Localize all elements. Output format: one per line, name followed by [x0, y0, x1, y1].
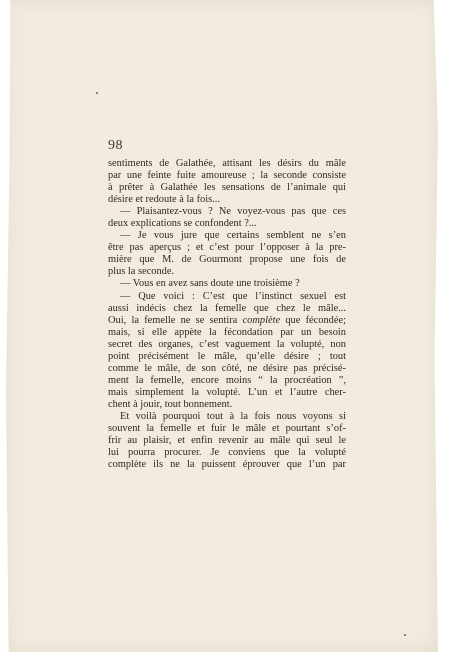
text-line: mais simplement la volupté. L’un et l’autre cher- — [108, 386, 346, 398]
text-line: par une feinte fuite amoureuse ; la seconde consiste — [108, 170, 346, 182]
text-line: comme le mâle, de son côté, ne désire pas précisé- — [108, 362, 346, 374]
text-line: à prêter à Galathée les sensations de l’animale qui — [108, 182, 346, 194]
text-line: point précisément le mâle, qu’elle désire ; tout — [108, 350, 346, 362]
text-line: frir au plaisir, et enfin revenir au mâle qui seul le — [108, 435, 346, 447]
text-line: ment la femelle, encore moins “ la procréation ”, — [108, 374, 346, 386]
text-line: — Vous en avez sans doute une troisième ? — [120, 278, 300, 290]
text-line: lui pourra procurer. Je conviens que la volupté — [108, 447, 346, 459]
page-number: 98 — [108, 138, 123, 153]
text-line: mais, si elle appète la fécondation par un besoin — [108, 326, 346, 338]
body-text — [108, 158, 346, 471]
text-line: secret des organes, c’est vaguement la volupté, non — [108, 338, 346, 350]
text-line: chent à jouir, tout bonnement. — [108, 398, 233, 410]
emphasis-word: complète — [242, 314, 281, 326]
text-line: aussi indécis chez la femelle que chez le mâle... — [108, 302, 346, 314]
paper-spot — [96, 92, 98, 94]
text-line: plus la seconde. — [108, 266, 175, 278]
text-line: deux explications se confondent ?... — [108, 218, 257, 230]
text-line: sentiments de Galathée, attisant les désirs du mâle — [108, 158, 346, 169]
text-line: complète ils ne la puissent éprouver que l’un par — [108, 459, 346, 471]
text-line: — Que voici : C’est que l’instinct sexuel est — [120, 290, 346, 302]
text-line: souvent la femelle et fuir le mâle et pourtant s’of- — [108, 423, 346, 435]
text-line: mière que M. de Gourmont propose une fois de — [108, 254, 346, 266]
text-line: désire et redoute à la fois... — [108, 194, 220, 206]
text-line: Oui, la femelle ne se sentira complète que fécondée; — [108, 314, 346, 326]
paper-spot — [404, 634, 406, 636]
text-line: — Plaisantez-vous ? Ne voyez-vous pas que ces — [120, 206, 346, 218]
text-line: Et voilà pourquoi tout à la fois nous voyons si — [120, 410, 346, 422]
text-line: être pas aperçus ; et c’est pour l’opposer à la pre- — [108, 242, 346, 254]
text-line: — Je vous jure que certains semblent ne s’en — [120, 230, 346, 242]
